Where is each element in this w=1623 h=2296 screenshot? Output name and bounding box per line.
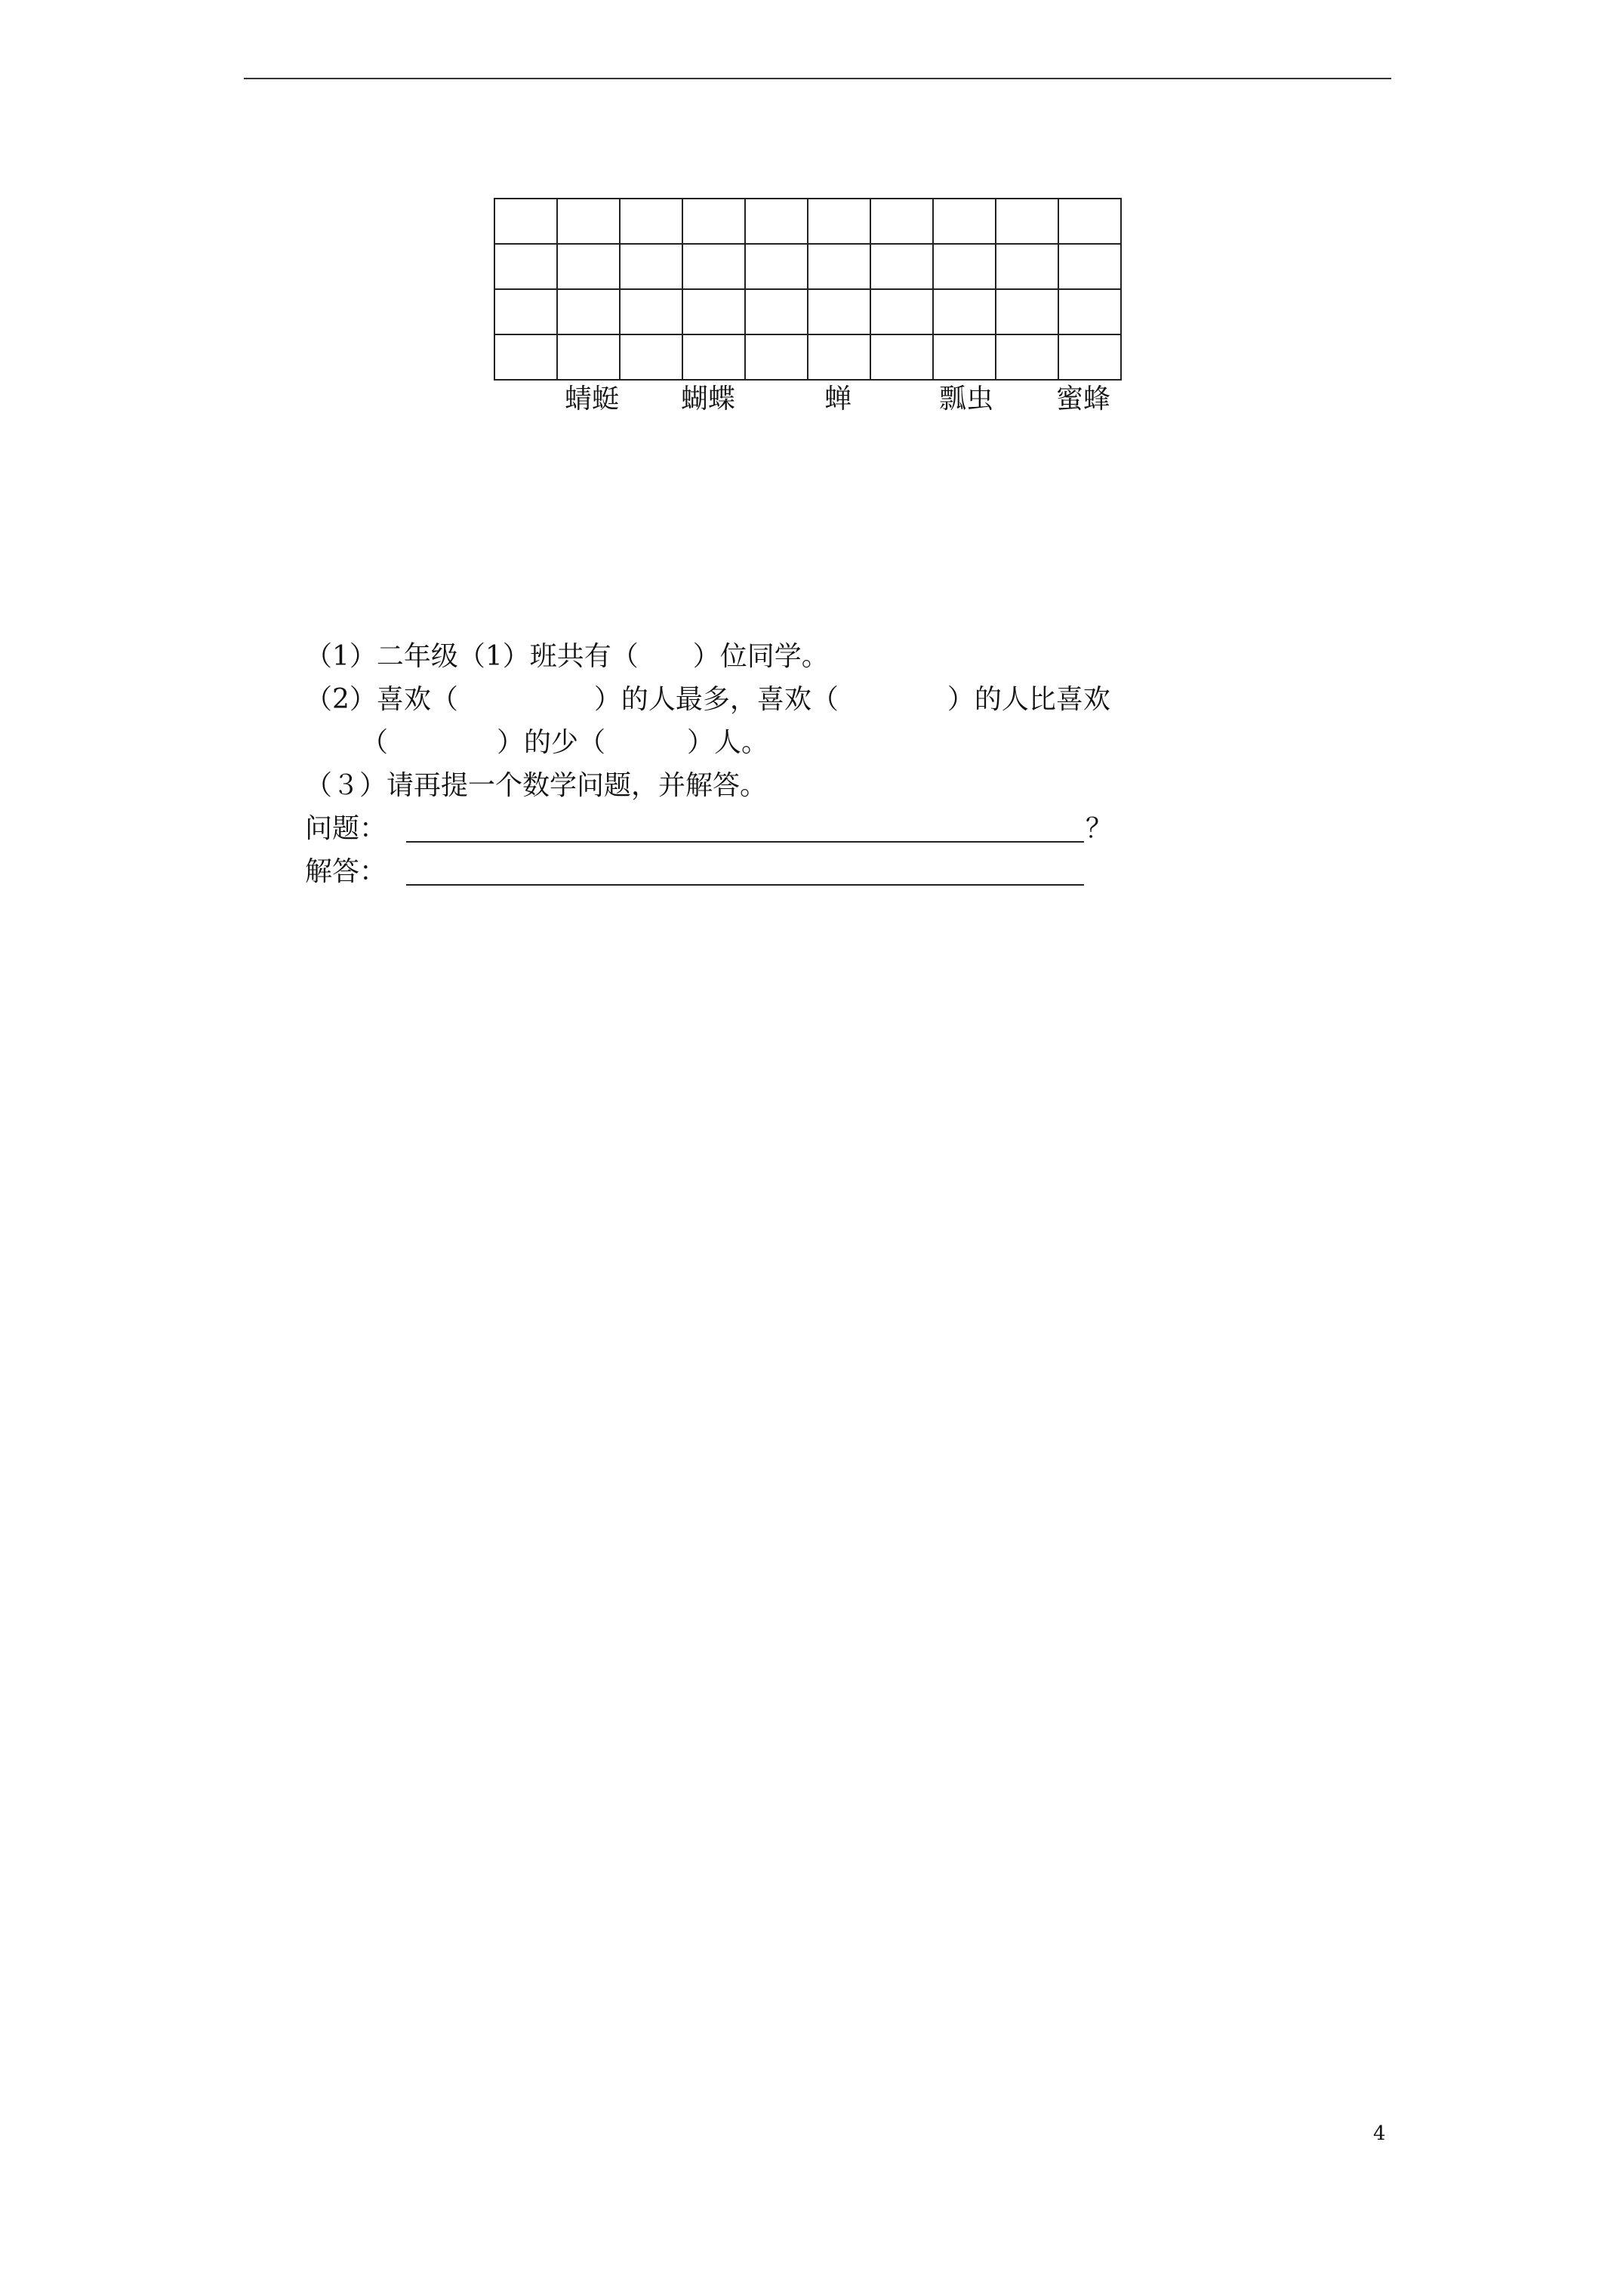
grid-cell[interactable] (494, 244, 557, 289)
grid-row (494, 289, 1121, 334)
grid-cell[interactable] (1058, 334, 1121, 380)
grid-cell[interactable] (808, 199, 870, 244)
grid-cell[interactable] (808, 244, 870, 289)
category-label-bee: 蜜蜂 (1056, 384, 1111, 415)
question-2-line-1: （2）喜欢（ ）的人最多，喜欢（ ）的人比喜欢 (305, 684, 1110, 715)
grid-cell[interactable] (996, 289, 1058, 334)
grid-cell[interactable] (682, 244, 745, 289)
blank-chart-grid (494, 198, 1122, 381)
grid-cell[interactable] (808, 289, 870, 334)
grid-row (494, 334, 1121, 380)
grid-cell[interactable] (620, 199, 682, 244)
grid-cell[interactable] (557, 199, 620, 244)
grid-cell[interactable] (494, 289, 557, 334)
grid-cell[interactable] (682, 199, 745, 244)
category-label-cicada: 蝉 (824, 384, 852, 415)
grid-cell[interactable] (996, 244, 1058, 289)
grid-cell[interactable] (996, 199, 1058, 244)
answer-label: 解答： (305, 856, 387, 887)
grid-cell[interactable] (620, 244, 682, 289)
category-label-ladybug: 瓢虫 (939, 384, 994, 415)
grid-cell[interactable] (682, 334, 745, 380)
question-3: （３）请再提一个数学问题，并解答。 (305, 770, 768, 801)
grid-row (494, 244, 1121, 289)
grid-cell[interactable] (870, 244, 933, 289)
grid-cell[interactable] (494, 199, 557, 244)
grid-cell[interactable] (620, 289, 682, 334)
page-number: 4 (1373, 2122, 1386, 2145)
grid-cell[interactable] (933, 289, 996, 334)
grid-cell[interactable] (1058, 199, 1121, 244)
grid-cell[interactable] (870, 334, 933, 380)
grid-cell[interactable] (745, 334, 808, 380)
grid-cell[interactable] (682, 289, 745, 334)
grid-cell[interactable] (620, 334, 682, 380)
question-mark: ？ (1086, 813, 1113, 844)
category-label-butterfly: 蝴蝶 (681, 384, 736, 415)
grid-cell[interactable] (933, 199, 996, 244)
grid-cell[interactable] (870, 289, 933, 334)
grid-row (494, 199, 1121, 244)
question-write-line[interactable] (406, 841, 1084, 843)
grid-cell[interactable] (1058, 289, 1121, 334)
grid-cell[interactable] (745, 244, 808, 289)
header-rule (244, 78, 1391, 79)
grid-cell[interactable] (933, 334, 996, 380)
question-2-line-2: （ ）的少（ ）人。 (361, 727, 769, 758)
question-label: 问题： (305, 813, 387, 844)
grid-cell[interactable] (1058, 244, 1121, 289)
grid-cell[interactable] (870, 199, 933, 244)
answer-write-line[interactable] (406, 884, 1084, 886)
category-label-dragonfly: 蜻蜓 (565, 384, 620, 415)
grid-cell[interactable] (808, 334, 870, 380)
grid-cell[interactable] (996, 334, 1058, 380)
grid-cell[interactable] (494, 334, 557, 380)
grid-cell[interactable] (557, 244, 620, 289)
grid-cell[interactable] (933, 244, 996, 289)
grid-cell[interactable] (745, 289, 808, 334)
question-1: （1）二年级（1）班共有（ ）位同学。 (305, 641, 829, 672)
grid-cell[interactable] (745, 199, 808, 244)
grid-cell[interactable] (557, 334, 620, 380)
grid-cell[interactable] (557, 289, 620, 334)
